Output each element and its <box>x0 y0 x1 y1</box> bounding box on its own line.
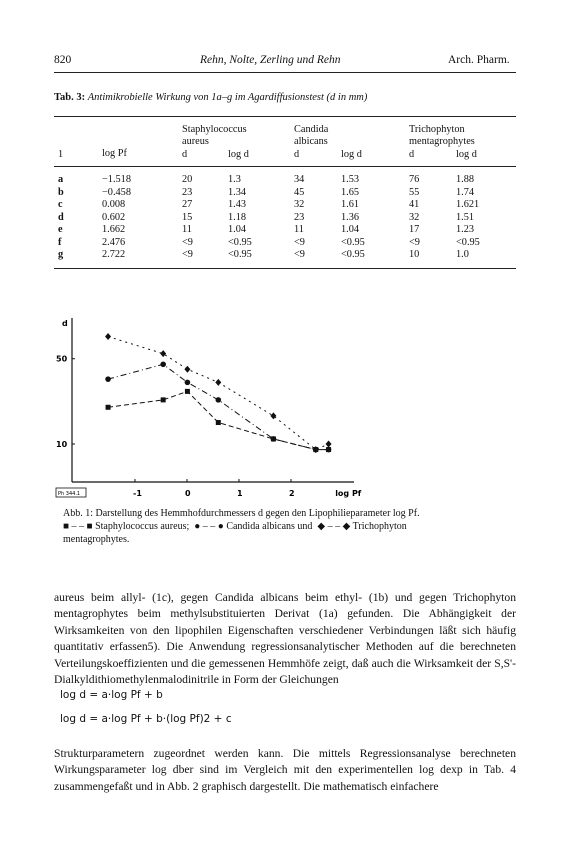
x-axis-label: log Pf <box>335 489 362 498</box>
data-point <box>270 412 276 419</box>
table-cell: 17 <box>409 224 420 235</box>
table-cell: 23 <box>294 211 305 223</box>
data-point <box>106 405 111 410</box>
table-cell: 55 <box>409 186 420 198</box>
data-point <box>326 441 332 448</box>
data-point <box>185 389 190 394</box>
data-point <box>160 362 166 368</box>
table-cell: 1.43 <box>228 199 247 210</box>
table-cell: 1.51 <box>456 211 475 223</box>
table-header-rule <box>54 166 516 167</box>
body-paragraph-1: aureus beim allyl- (1c), gegen Candida albicans beim ethyl- (1b) und gegen Trichophyton mentagrophytes beim methylsubstituierten Derivat (1a) gefunden. Die Abhängigkeit der Wirksamkeiten von den lipophilen Eigenschaften verschiedener Verbindungen läßt sich häufig quantitativ erfassen5). Die Anwendung regressionsanalytischer Methoden auf die berechneten Verteilungskoeffizienten und die gemessenen Hemmhöfe zeigt, daß auch die Wirksamkeit der S,S'-Dialkyldithiomethylenmalodinitrile in Form der Gleichungen <box>54 591 516 687</box>
col-header-logd3: log d <box>456 149 477 160</box>
table-cell: e <box>58 224 63 235</box>
legend-circle-icon: ● – – ● <box>191 521 224 532</box>
legend-diamond-label: Trichophyton <box>352 521 407 532</box>
table-cell: 1.74 <box>456 186 475 198</box>
body-paragraph-2: Strukturparametern zugeordnet werden kann. Die mittels Regressionsanalyse berechneten Wirkungsparameter log dber sind im Vergleich mit den experimentellen log dexp in Tab. 4 zusammengefaßt und in Abb. 2 graphisch dargestellt. Die mathematisch einfachere <box>54 747 516 793</box>
legend-diamond-icon: ◆ – – ◆ <box>314 521 351 532</box>
table-cell: 1.3 <box>228 174 241 185</box>
table-cell: 1.04 <box>341 224 360 235</box>
table-cell: 45 <box>294 186 305 198</box>
table-cell: 1.18 <box>228 211 247 223</box>
data-point <box>105 376 111 382</box>
col-header-logd2: log d <box>341 149 362 160</box>
series-line <box>108 337 328 450</box>
x-tick-label: 0 <box>185 489 191 498</box>
legend-square-label: Staphylococcus aureus; <box>95 521 190 532</box>
table-row <box>54 174 516 186</box>
table-cell: 1.36 <box>341 211 360 223</box>
col-header-d1: d <box>182 149 188 160</box>
table-cell: 2.476 <box>102 236 126 248</box>
table-cell: g <box>58 249 64 260</box>
table-cell: 34 <box>294 174 305 185</box>
col-header-compound: 1 <box>58 149 64 160</box>
table-cell: <0.95 <box>228 249 252 260</box>
table-cell: 0.602 <box>102 211 126 223</box>
x-tick-label: -1 <box>133 489 142 498</box>
table-cell: 32 <box>294 199 305 210</box>
legend-square-icon: ■ – – ■ <box>63 521 93 532</box>
table-cell: 11 <box>182 224 192 235</box>
table-cell: 2.722 <box>102 249 126 260</box>
group-header-1b: aureus <box>182 136 209 147</box>
table-row <box>54 212 516 224</box>
y-tick-label: 10 <box>56 440 68 449</box>
table-cell: <9 <box>294 236 305 248</box>
figure-caption <box>63 507 517 546</box>
table-row <box>54 187 516 199</box>
equation-2: log d = a·log Pf + b·(log Pf)2 + c <box>60 713 232 725</box>
x-tick-label: 1 <box>237 489 243 498</box>
table-cell: <0.95 <box>341 236 365 248</box>
table-cell: 1.662 <box>102 224 126 235</box>
table-cell: <0.95 <box>456 236 480 248</box>
table-row <box>54 237 516 249</box>
table-cell: 11 <box>294 224 304 235</box>
data-point <box>271 436 277 442</box>
col-header-logd1: log d <box>228 149 249 160</box>
legend-circle-label: Candida albicans und <box>226 521 313 532</box>
table-row <box>54 199 516 211</box>
table-cell: <0.95 <box>341 249 365 260</box>
data-point <box>216 397 222 403</box>
table-cell: 1.53 <box>341 174 360 185</box>
group-header-3b: mentagrophytes <box>409 136 475 147</box>
caption-line-3: mentagrophytes. <box>63 534 130 545</box>
data-point <box>184 366 190 373</box>
table-cell: 10 <box>409 249 420 260</box>
running-authors: Rehn, Nolte, Zerling und Rehn <box>200 54 341 66</box>
table-row <box>54 249 516 261</box>
table-cell: 76 <box>409 174 420 185</box>
table-row <box>54 224 516 236</box>
journal-name: Arch. Pharm. <box>448 54 510 66</box>
table-cell: 0.008 <box>102 199 126 210</box>
table-cell: 1.23 <box>456 224 475 235</box>
table-cell: 32 <box>409 211 420 223</box>
table-cell: 1.621 <box>456 199 480 210</box>
table-cell: 27 <box>182 199 193 210</box>
caption-line-1: Abb. 1: Darstellung des Hemmhofdurchmessers d gegen den Lipophilieparameter log Pf. <box>63 508 420 519</box>
table-cell: f <box>58 236 62 248</box>
figure-id-label: Ph 344.1 <box>58 491 81 497</box>
table-cell: 20 <box>182 174 193 185</box>
col-header-d3: d <box>409 149 415 160</box>
figure-1-chart <box>54 304 362 500</box>
data-point <box>215 379 221 386</box>
table-cell: 1.0 <box>456 249 469 260</box>
header-rule <box>54 72 516 73</box>
data-point <box>161 397 166 402</box>
table-cell: 1.34 <box>228 186 247 198</box>
table-cell: <0.95 <box>228 236 252 248</box>
group-header-2: Candida <box>294 124 329 135</box>
data-point <box>185 380 191 386</box>
data-point <box>326 447 332 453</box>
table-cell: <9 <box>409 236 420 248</box>
table-cell: a <box>58 174 64 185</box>
series-line <box>108 364 328 449</box>
table-cell: 1.88 <box>456 174 475 185</box>
table-cell: <9 <box>182 236 193 248</box>
table-title <box>54 92 367 103</box>
table-cell: 41 <box>409 199 420 210</box>
y-tick-label: 50 <box>56 354 68 364</box>
group-header-3: Trichophyton <box>409 124 465 135</box>
caption-legend <box>63 520 517 533</box>
table-cell: <9 <box>182 249 193 260</box>
group-header-2b: albicans <box>294 136 328 147</box>
table-cell: −0.458 <box>102 186 131 198</box>
table-label: Tab. 3: <box>54 92 86 103</box>
table-bottom-rule <box>54 268 516 269</box>
page-number: 820 <box>54 54 72 66</box>
data-point <box>216 420 221 425</box>
table-cell: 1.04 <box>228 224 247 235</box>
data-point <box>160 350 166 357</box>
table-cell: 15 <box>182 211 193 223</box>
table-cell: <9 <box>294 249 305 260</box>
table-cell: b <box>58 186 64 198</box>
table-cell: d <box>58 211 64 223</box>
group-header-1: Staphylococcus <box>182 124 247 135</box>
col-header-logpf: log Pf <box>102 148 127 159</box>
col-header-d2: d <box>294 149 300 160</box>
table-cell: −1.518 <box>102 174 131 185</box>
table-cell: 1.65 <box>341 186 360 198</box>
equation-1: log d = a·log Pf + b <box>60 689 163 701</box>
table-cell: 1.61 <box>341 199 360 210</box>
y-axis-label: d <box>62 319 68 328</box>
data-point <box>105 333 111 340</box>
table-cell: 23 <box>182 186 193 198</box>
table-cell: c <box>58 199 63 210</box>
x-tick-label: 2 <box>289 489 295 498</box>
table-title-text: Antimikrobielle Wirkung von 1a–g im Agardiffusionstest (d in mm) <box>87 92 368 103</box>
table-top-rule <box>54 116 516 117</box>
